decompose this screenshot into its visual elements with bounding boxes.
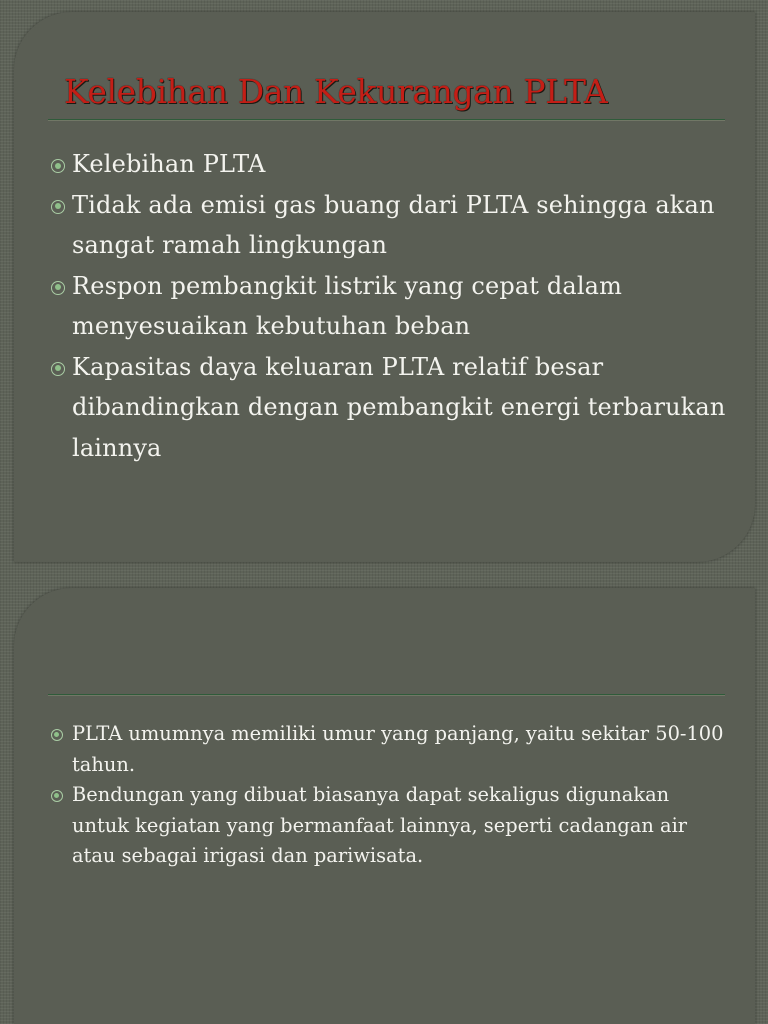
bullet-text: Kapasitas daya keluaran PLTA relatif besar dibandingkan dengan pembangkit energi terbarukan lainnya <box>72 352 726 462</box>
bullet-text: PLTA umumnya memiliki umur yang panjang, yaitu sekitar 50-100 tahun. <box>72 722 724 776</box>
slide-1 <box>14 12 755 562</box>
bullet-text: Bendungan yang dibuat biasanya dapat sekaligus digunakan untuk kegiatan yang bermanfaat lainnya, seperti cadangan air atau sebagai irigasi dan pariwisata. <box>72 783 688 867</box>
target-bullet-icon <box>51 159 65 173</box>
bullet-text: Tidak ada emisi gas buang dari PLTA sehingga akan sangat ramah lingkungan <box>72 190 715 259</box>
title-divider <box>48 119 725 121</box>
target-bullet-icon <box>51 362 65 376</box>
bullet-text: Kelebihan PLTA <box>72 150 266 178</box>
target-bullet-icon <box>51 200 65 214</box>
bullet-item <box>49 266 735 347</box>
bullet-item <box>49 780 725 872</box>
bullet-text: Respon pembangkit listrik yang cepat dalam menyesuaikan kebutuhan beban <box>72 271 623 340</box>
bullet-item <box>49 144 735 185</box>
bullet-list <box>49 719 725 872</box>
slide-2 <box>14 588 755 1024</box>
target-bullet-icon <box>51 729 63 741</box>
bullet-item <box>49 719 725 780</box>
bullet-item <box>49 185 735 266</box>
target-bullet-icon <box>51 790 63 802</box>
slide-title: Kelebihan Dan Kekurangan PLTA <box>64 72 608 111</box>
title-divider <box>48 694 725 696</box>
target-bullet-icon <box>51 281 65 295</box>
bullet-item <box>49 347 735 469</box>
bullet-list <box>49 144 735 468</box>
